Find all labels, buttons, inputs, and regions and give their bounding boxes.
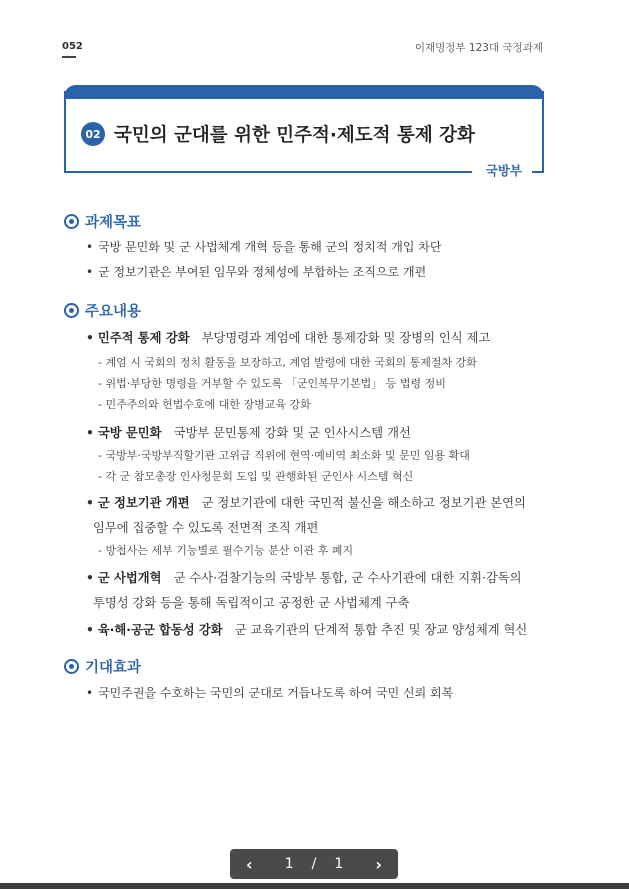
section-goal-title: 과제목표 — [85, 215, 142, 231]
content-item-label: 군 사법개혁 — [97, 571, 162, 585]
content-item-text: 군 수사·검찰기능의 국방부 통합, 군 수사기관에 대한 지휘·감독의 — [173, 571, 522, 585]
bullet-dot-icon: • — [86, 331, 94, 345]
task-title: 국민의 군대를 위한 민주적·제도적 통제 강화 — [114, 125, 475, 146]
bullet-dot-icon: • — [86, 496, 94, 510]
effect-bullet-text: 국민주권을 수호하는 국민의 군대로 거듭나도록 하여 국민 신뢰 회복 — [98, 686, 454, 700]
effect-bullet — [86, 684, 453, 701]
content-item-text: 부당명령과 계엄에 대한 통제강화 및 장병의 인식 제고 — [201, 331, 491, 345]
content-sub-item: - 국방부·국방부직할기관 고위급 직위에 현역·예비역 최소화 및 문민 임용 확대 — [98, 449, 470, 462]
page-separator: / — [311, 856, 317, 872]
task-number-badge: 02 — [81, 122, 105, 146]
page-number-underline — [62, 56, 76, 58]
content-sub-item: - 방첩사는 세부 기능별로 필수기능 분산 이관 후 폐지 — [98, 544, 354, 557]
bullet-dot-icon: • — [86, 571, 94, 585]
content-item-label: 육·해·공군 합동성 강화 — [97, 623, 223, 637]
section-effect-title: 기대효과 — [85, 660, 142, 676]
content-item-continuation: 임무에 집중할 수 있도록 전면적 조직 개편 — [93, 521, 319, 535]
page-navigator — [230, 849, 398, 879]
section-effect-heading — [64, 656, 141, 677]
content-item-label: 민주적 통제 강화 — [97, 331, 190, 345]
goal-bullet — [86, 238, 441, 255]
title-box — [64, 85, 544, 178]
target-circle-icon — [64, 214, 79, 229]
title-box-topbar — [64, 85, 544, 99]
bullet-dot-icon: • — [86, 426, 94, 440]
total-pages: 1 — [334, 856, 344, 872]
bullet-dot-icon: • — [86, 623, 94, 637]
title-box-right-border — [542, 91, 544, 173]
viewer-bottom-bar — [0, 883, 629, 889]
content-item-continuation: 투명성 강화 등을 통해 독립적이고 공정한 군 사법체계 구축 — [93, 596, 410, 610]
title-box-left-border — [64, 91, 66, 173]
goal-bullet — [86, 263, 426, 280]
content-item — [86, 328, 490, 346]
goal-bullet-text: 군 정보기관은 부여된 임무와 정체성에 부합하는 조직으로 개편 — [98, 265, 427, 279]
bullet-dot-icon: • — [86, 265, 94, 279]
target-circle-icon — [64, 659, 79, 674]
content-item-label: 국방 문민화 — [97, 426, 162, 440]
content-item — [86, 620, 527, 638]
section-content-title: 주요내용 — [85, 304, 142, 320]
content-sub-item: - 각 군 참모총장 인사청문회 도입 및 관행화된 군인사 시스템 혁신 — [98, 470, 414, 483]
content-item — [86, 423, 411, 441]
bullet-dot-icon: • — [86, 240, 94, 254]
content-item — [86, 493, 526, 536]
section-goal-heading — [64, 211, 141, 232]
content-sub-item: - 계엄 시 국회의 정치 활동을 보장하고, 계엄 발령에 대한 국회의 통제절차 강화 — [98, 356, 477, 369]
title-box-bottom-line — [64, 171, 472, 173]
page-indicator — [285, 856, 344, 872]
content-item-text: 군 정보기관에 대한 국민적 불신을 해소하고 정보기관 본연의 — [201, 496, 526, 510]
content-item-text: 군 교육기관의 단계적 통합 추진 및 장교 양성체계 혁신 — [234, 623, 528, 637]
goal-bullet-text: 국방 문민화 및 군 사법체계 개혁 등을 통해 군의 정치적 개입 차단 — [98, 240, 442, 254]
next-page-chevron-icon[interactable]: › — [375, 854, 382, 874]
previous-page-chevron-icon[interactable]: ‹ — [246, 854, 253, 874]
section-content-heading — [64, 300, 141, 321]
running-header: 이재명정부 123대 국정과제 — [414, 42, 543, 54]
content-item-label: 군 정보기관 개편 — [97, 496, 190, 510]
content-sub-item: - 위법·부당한 명령을 거부할 수 있도록 「군인복무기본법」 등 법령 정비 — [98, 377, 446, 390]
target-circle-icon — [64, 303, 79, 318]
content-sub-item: - 민주주의와 헌법수호에 대한 장병교육 강화 — [98, 398, 311, 411]
page-number: 052 — [62, 41, 83, 52]
bullet-dot-icon: • — [86, 686, 94, 700]
content-item-text: 국방부 문민통제 강화 및 군 인사시스템 개선 — [173, 426, 411, 440]
current-page: 1 — [284, 856, 294, 872]
ministry-label: 국방부 — [485, 163, 522, 178]
content-item — [86, 568, 522, 611]
title-box-bottom-line-end — [532, 171, 544, 173]
